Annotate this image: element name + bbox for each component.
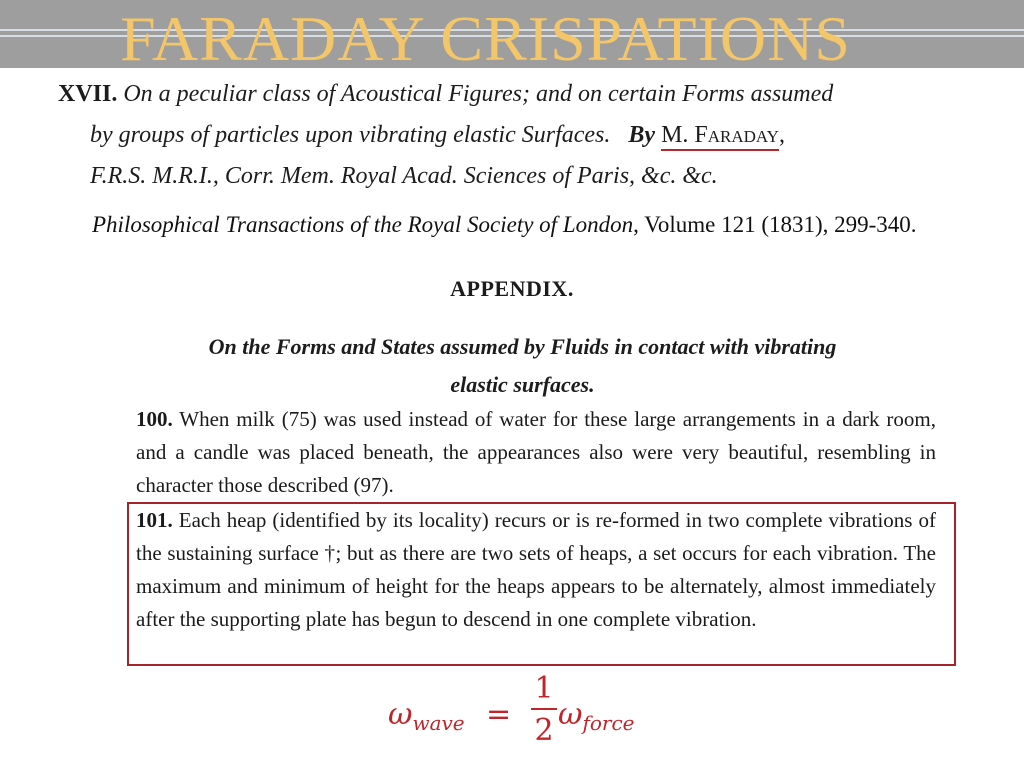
paper-title-line2: by groups of particles upon vibrating elastic Surfaces. [90, 122, 611, 148]
author-name: M. Faraday [661, 122, 779, 151]
appendix-subheading [120, 328, 925, 404]
fraction-bar [531, 708, 557, 710]
paragraph-100 [136, 403, 936, 502]
fraction-numerator: 1 [534, 671, 554, 706]
subheading-line1: On the Forms and States assumed by Fluids in contact with vibrating [208, 334, 837, 359]
author-credentials: F.R.S. M.R.I., Corr. Mem. Royal Acad. Sciences of Paris, &c. &c. [90, 163, 718, 189]
title-banner [0, 0, 1024, 68]
omega-wave: $\omega_{wave}$ [388, 697, 465, 735]
citation-details: , Volume 121 (1831), 299-340. [633, 212, 917, 237]
citation-journal: Philosophical Transactions of the Royal Society of London [92, 212, 634, 237]
appendix-heading: APPENDIX. [450, 276, 574, 301]
paper-header [58, 74, 988, 197]
one-half-fraction [531, 672, 557, 748]
subheading-line2: elastic surfaces. [450, 372, 595, 397]
fraction-denominator: 2 [534, 713, 554, 748]
author-comma: , [778, 122, 785, 148]
slide-title: FARADAY CRISPATIONS [120, 3, 851, 68]
paragraph-101 [136, 504, 936, 636]
frequency-equation [388, 672, 678, 762]
paper-number: XVII. [58, 81, 118, 107]
paragraph-number: 101. [136, 508, 173, 532]
by-label: By [628, 122, 656, 148]
paragraph-text: Each heap (identified by its locality) recurs or is re-formed in two complete vibrations of the sustaining surface †; but as there are two sets of heaps, a set occurs for each vibration. The maximum and minimum of height for the heaps appears to be alternately, almost immediately after the supporting plate has begun to descend in one complete vibration. [136, 508, 936, 631]
citation [92, 210, 992, 262]
omega-force: $\omega_{force}$ [558, 697, 635, 735]
paper-title-line1: On a peculiar class of Acoustical Figures; and on certain Forms assumed [123, 81, 834, 107]
paragraph-number: 100. [136, 407, 173, 431]
paragraph-text: When milk (75) was used instead of water for these large arrangements in a dark room, and a candle was placed beneath, the appearances also were very beautiful, resembling in character those described (97). [136, 407, 936, 497]
equals-sign: = [486, 697, 512, 732]
